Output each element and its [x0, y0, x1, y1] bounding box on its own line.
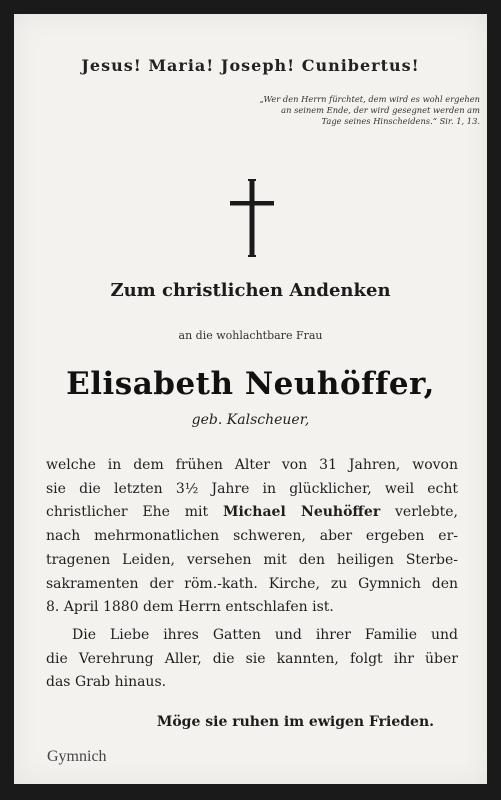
- text-line: die Verehrung Aller, die sie kannten, folgt ihr über: [46, 650, 458, 667]
- verse-line: an seinem Ende, der wird gesegnet werden am: [281, 105, 480, 115]
- latin-cross-icon: [230, 179, 274, 257]
- text-line: 8. April 1880 dem Herrn entschlafen ist.: [46, 599, 334, 616]
- bible-verse: [190, 94, 480, 127]
- card-subheading: an die wohlachtbare Frau: [178, 329, 323, 342]
- closing-blessing: Möge sie ruhen im ewigen Frieden.: [156, 714, 434, 730]
- card-heading: Zum christlichen Andenken: [110, 280, 391, 301]
- verse-line: „Wer den Herrn fürchtet, dem wird es wohl ergehen: [259, 94, 480, 104]
- spouse-name: Michael Neuhöffer: [222, 504, 381, 521]
- text-line: tragenen Leiden, versehen mit den heiligen Sterbe-: [46, 551, 458, 568]
- text-line: das Grab hinaus.: [46, 674, 167, 691]
- memorial-card: [14, 14, 487, 784]
- text-run: christlicher Ehe mit: [46, 504, 209, 521]
- text-line: sie die letzten 3½ Jahre in glücklicher, weil echt: [46, 480, 458, 497]
- place-label: Gymnich: [47, 748, 107, 765]
- text-line: nach mehrmonatlichen schweren, aber ergeben er-: [46, 528, 458, 545]
- text-run: verlebte,: [395, 504, 458, 521]
- remembrance-paragraph: [46, 624, 458, 695]
- verse-line: Tage seines Hinscheidens.“ Sir. 1, 13.: [321, 116, 480, 126]
- deceased-name: Elisabeth Neuhöffer,: [66, 366, 435, 402]
- invocation-line: Jesus! Maria! Joseph! Cunibertus!: [81, 56, 420, 75]
- text-line: welche in dem frühen Alter von 31 Jahren, wovon: [46, 457, 458, 473]
- obituary-paragraph: [46, 454, 458, 620]
- maiden-name: geb. Kalscheuer,: [191, 412, 310, 428]
- text-line: Die Liebe ihres Gatten und ihrer Familie und: [72, 627, 458, 643]
- text-line: [46, 501, 458, 525]
- text-line: sakramenten der röm.-kath. Kirche, zu Gymnich den: [46, 575, 458, 592]
